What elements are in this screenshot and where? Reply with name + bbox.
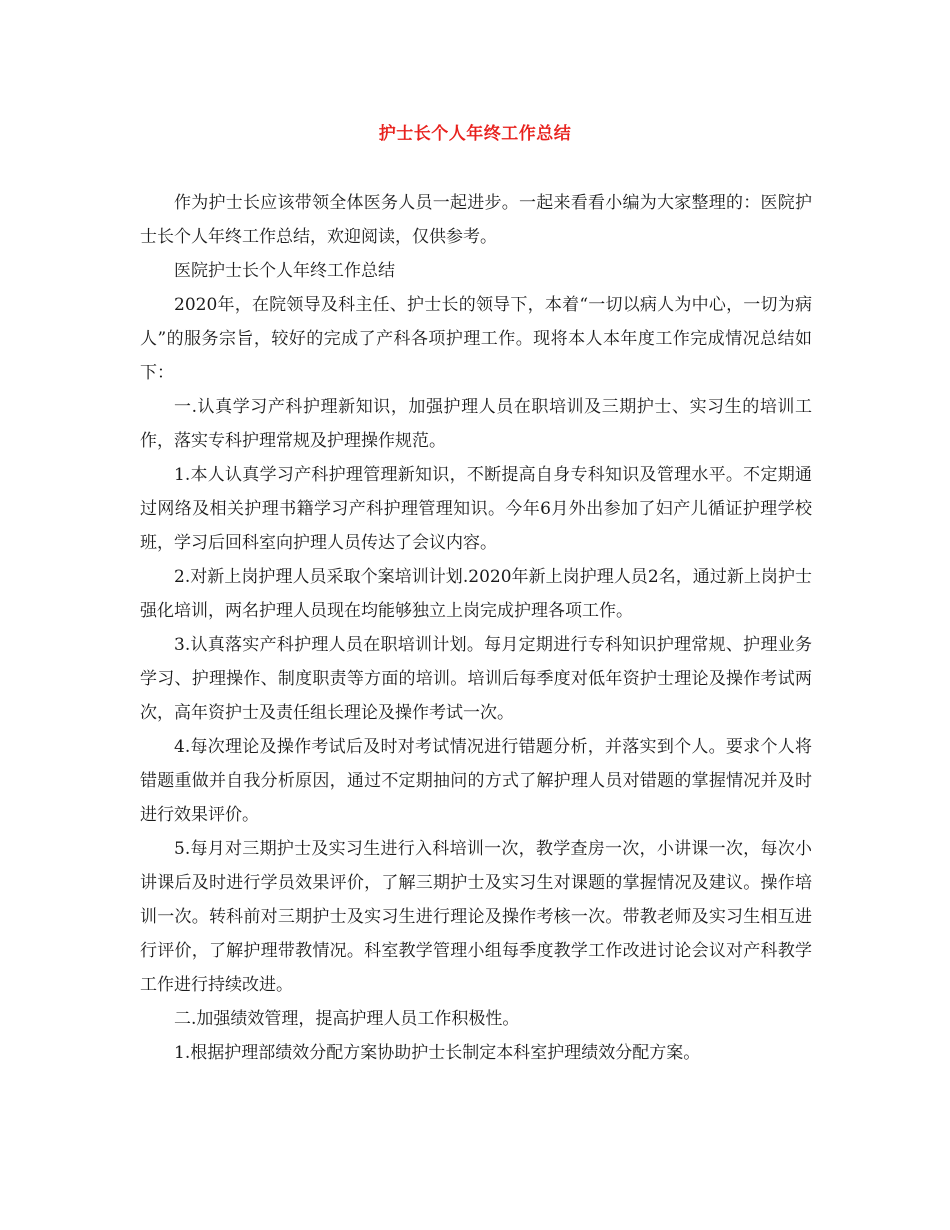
paragraph-item-1-4: 4.每次理论及操作考试后及时对考试情况进行错题分析，并落实到个人。要求个人将错题重做并自我分析原因，通过不定期抽问的方式了解护理人员对错题的掌握情况并及时进行效果评价。	[140, 737, 812, 825]
paragraph-intro: 作为护士长应该带领全体医务人员一起进步。一起来看看小编为大家整理的：医院护士长个人年终工作总结，欢迎阅读，仅供参考。	[140, 193, 812, 247]
paragraph-section-2: 二.加强绩效管理，提高护理人员工作积极性。	[174, 1009, 520, 1029]
paragraph-item-1-5: 5.每月对三期护士及实习生进行入科培训一次，教学查房一次，小讲课一次，每次小讲课后及时进行学员效果评价，了解三期护士及实习生对课题的掌握情况及建议。操作培训一次。转科前对三期护士及实习生进行理论及操作考核一次。带教老师及实习生相互进行评价，了解护理带教情况。科室教学管理小组每季度教学工作改进讨论会议对产科教学工作进行持续改进。	[140, 839, 812, 995]
paragraph-section-1: 一.认真学习产科护理新知识，加强护理人员在职培训及三期护士、实习生的培训工作，落实专科护理常规及护理操作规范。	[140, 397, 812, 451]
paragraph-item-1-2: 2.对新上岗护理人员采取个案培训计划.2020年新上岗护理人员2名，通过新上岗护士强化培训，两名护理人员现在均能够独立上岗完成护理各项工作。	[140, 567, 812, 621]
paragraph-item-1-1: 1.本人认真学习产科护理管理新知识，不断提高自身专科知识及管理水平。不定期通过网络及相关护理书籍学习产科护理管理知识。今年6月外出参加了妇产儿循证护理学校班，学习后回科室向护理人员传达了会议内容。	[140, 465, 812, 553]
paragraph-item-2-1: 1.根据护理部绩效分配方案协助护士长制定本科室护理绩效分配方案。	[174, 1043, 701, 1063]
paragraph-overview: 2020年，在院领导及科主任、护士长的领导下，本着“一切以病人为中心，一切为病人”的服务宗旨，较好的完成了产科各项护理工作。现将本人本年度工作完成情况总结如下：	[140, 295, 812, 383]
paragraph-item-1-3: 3.认真落实产科护理人员在职培训计划。每月定期进行专科知识护理常规、护理业务学习、护理操作、制度职责等方面的培训。培训后每季度对低年资护士理论及操作考试两次，高年资护士及责任组长理论及操作考试一次。	[140, 635, 812, 723]
paragraph-subtitle: 医院护士长个人年终工作总结	[174, 261, 395, 281]
document-body	[140, 186, 812, 1070]
document-title: 护士长个人年终工作总结	[378, 124, 572, 144]
